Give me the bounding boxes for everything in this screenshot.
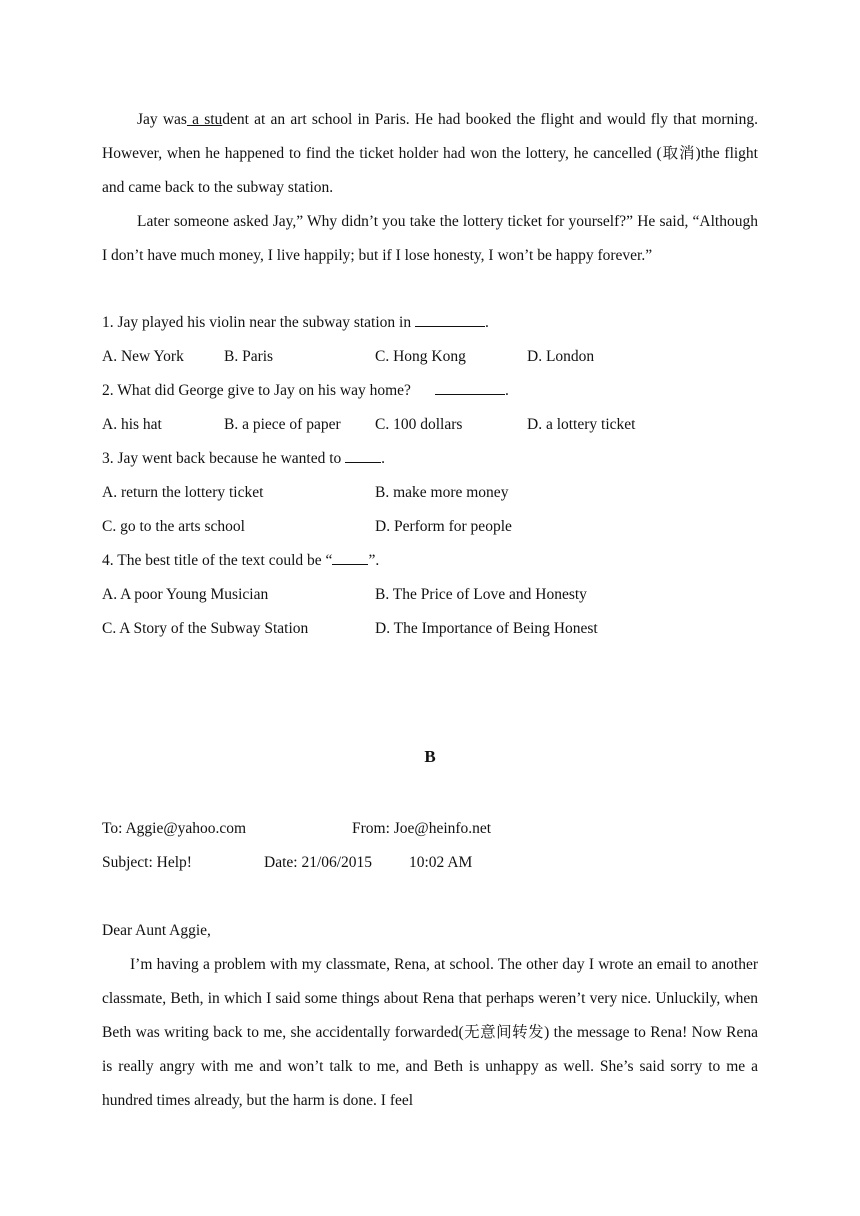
passage-paragraph-1: Jay was a student at an art school in Paris. He had booked the flight and would fly that morning. However, when he happened to find the ticket holder had won the lottery, he cancelled (取消)the flight and came back to the subway station. (102, 111, 758, 196)
question-3-options-row-2 (102, 510, 758, 544)
answer-blank (345, 449, 381, 463)
answer-blank (415, 313, 485, 327)
email-letter (102, 914, 758, 1118)
answer-blank (435, 381, 505, 395)
email-date: Date: 21/06/2015 (264, 854, 373, 871)
option-d: D. The Importance of Being Honest (375, 620, 598, 637)
question-3-options-row-1 (102, 476, 758, 510)
email-from: From: Joe@heinfo.net (352, 820, 492, 837)
option-a: A. return the lottery ticket (102, 484, 264, 501)
question-4-options-row-2 (102, 612, 758, 646)
option-a: A. his hat (102, 416, 162, 433)
option-b: B. The Price of Love and Honesty (375, 586, 587, 603)
email-header (102, 812, 758, 880)
question-1-stem: 1. Jay played his violin near the subway station in . (102, 314, 489, 331)
section-b-title: B (424, 747, 436, 766)
option-a: A. A poor Young Musician (102, 586, 269, 603)
email-to-from-row (102, 812, 758, 846)
option-b: B. a piece of paper (224, 416, 341, 433)
option-c: C. go to the arts school (102, 518, 245, 535)
question-2-options (102, 408, 758, 442)
option-b: B. make more money (375, 484, 509, 501)
question-2-stem: 2. What did George give to Jay on his way home? . (102, 382, 509, 399)
option-c: C. 100 dollars (375, 416, 463, 433)
question-list (102, 306, 758, 646)
letter-salutation: Dear Aunt Aggie, (102, 922, 211, 939)
email-subject-date-row (102, 846, 758, 880)
option-c: C. Hong Kong (375, 348, 466, 365)
question-1-options (102, 340, 758, 374)
option-d: D. London (527, 348, 595, 365)
letter-body: I’m having a problem with my classmate, Rena, at school. The other day I wrote an email to another classmate, Beth, in which I said some things about Rena that perhaps weren’t very nice. Unluckily, when Beth was writing back to me, she accidentally forwarded(无意间转发) the message to Rena! Now Rena is really angry with me and won’t talk to me, and Beth is unhappy as well. She’s said sorry to me a hundred times already, but the harm is done. I feel (102, 956, 758, 1109)
email-subject: Subject: Help! (102, 854, 192, 871)
question-4-options-row-1 (102, 578, 758, 612)
email-to: To: Aggie@yahoo.com (102, 820, 247, 837)
option-c: C. A Story of the Subway Station (102, 620, 309, 637)
answer-blank (332, 551, 368, 565)
question-4-stem: 4. The best title of the text could be “ ”. (102, 552, 380, 569)
passage-paragraph-2: Later someone asked Jay,” Why didn’t you take the lottery ticket for yourself?” He said, “Although I don’t have much money, I live happily; but if I lose honesty, I won’t be happy forever.” (102, 213, 758, 264)
question-3-stem: 3. Jay went back because he wanted to . (102, 450, 386, 467)
option-b: B. Paris (224, 348, 274, 365)
option-d: D. a lottery ticket (527, 416, 636, 433)
option-d: D. Perform for people (375, 518, 512, 535)
passage-a (102, 103, 758, 273)
option-a: A. New York (102, 348, 184, 365)
email-time: 10:02 AM (409, 854, 473, 871)
